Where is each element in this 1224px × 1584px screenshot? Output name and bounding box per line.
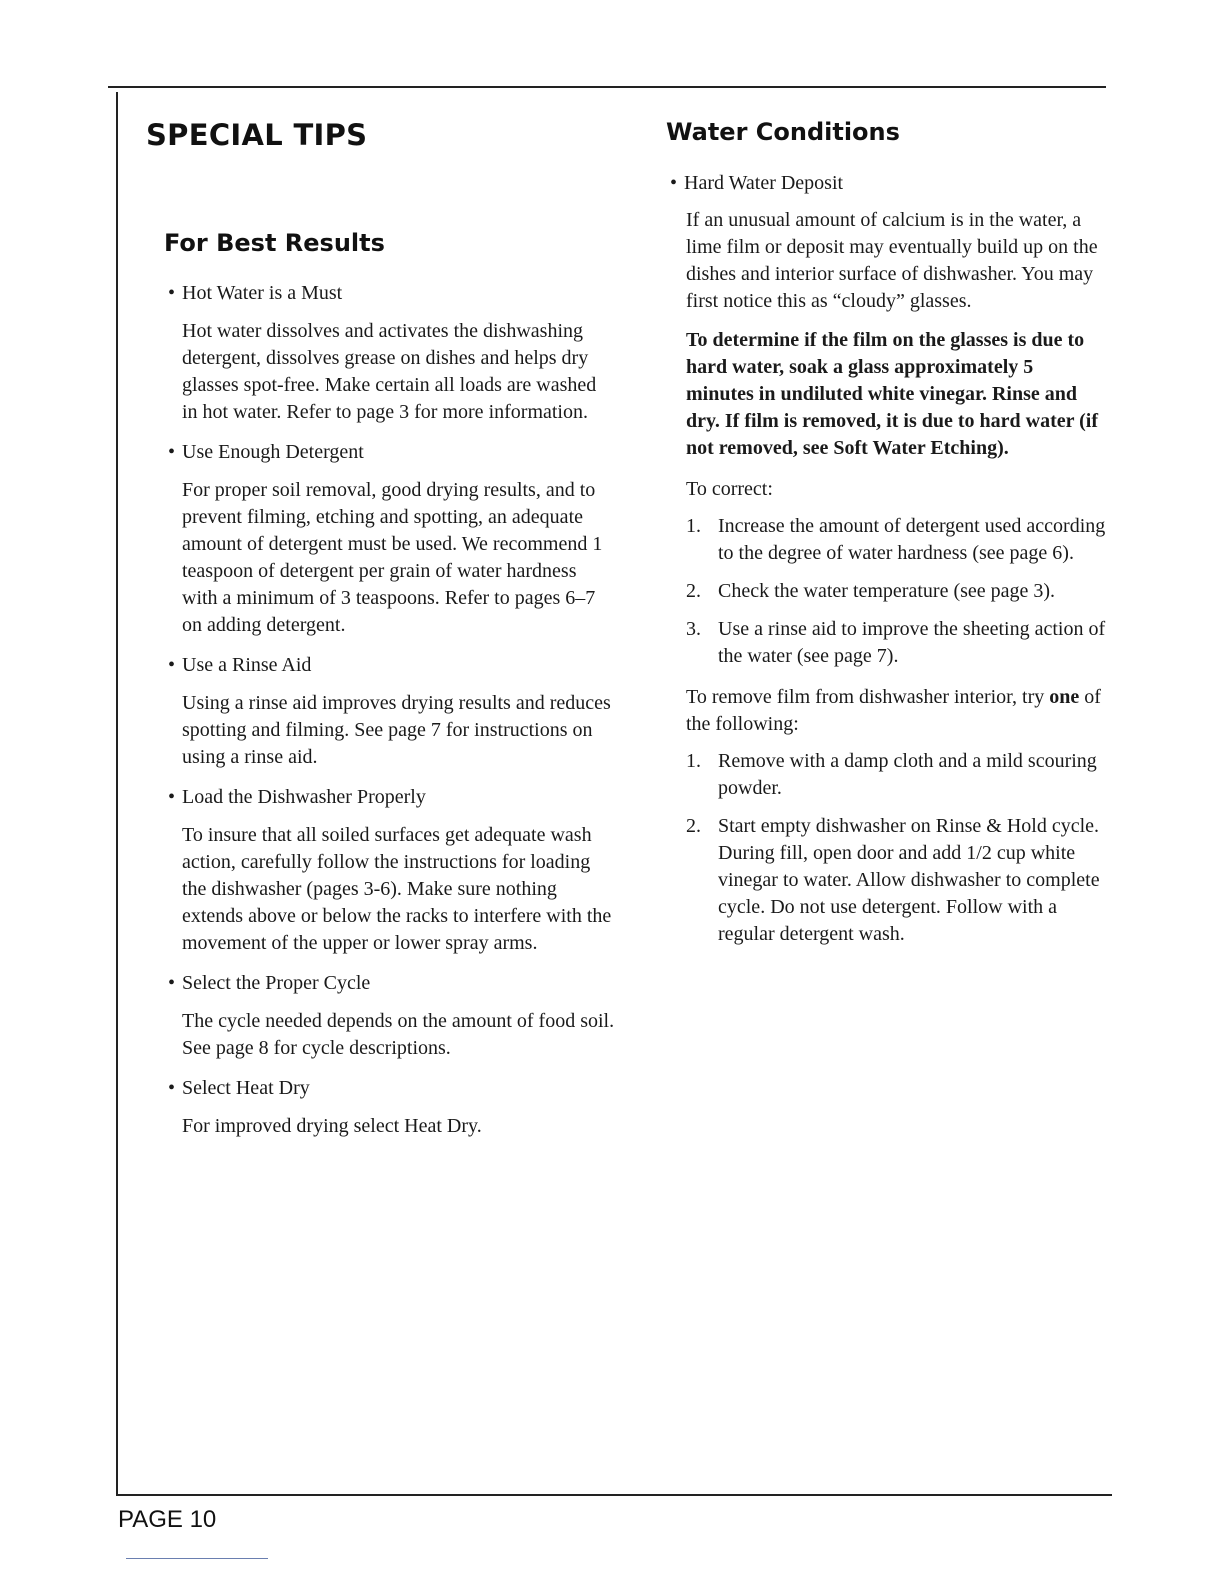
correct-steps-list	[686, 513, 1106, 670]
item-text: To insure that all soiled surfaces get adequate wash action, carefully follow the instructions for loading the dishwasher (pages 3-6). Make sure nothing extends above or below the racks to interfere with the movement of the upper or lower spray arms.	[182, 824, 612, 954]
list-item	[168, 280, 616, 426]
item-text: Using a rinse aid improves drying results and reduces spotting and filming. See page 7 for instructions on using a rinse aid.	[182, 692, 611, 768]
bullet-icon: •	[168, 1077, 176, 1099]
list-item	[168, 652, 616, 771]
item-heading: Select the Proper Cycle	[182, 972, 371, 994]
list-item	[168, 1075, 616, 1140]
remove-steps-list	[686, 748, 1106, 948]
bullet-icon: •	[168, 441, 176, 463]
item-heading: Select Heat Dry	[182, 1077, 310, 1099]
bullet-icon: •	[168, 654, 176, 676]
list-item	[168, 970, 616, 1062]
item-heading: Hot Water is a Must	[182, 282, 343, 304]
hard-water-intro: If an unusual amount of calcium is in the water, a lime film or deposit may eventually build up on the dishes and interior surface of dishwasher. You may first notice this as “cloudy” glasses.	[686, 209, 1098, 312]
remove-film-intro: To remove film from dishwasher interior, try one of the following:	[686, 686, 1101, 735]
list-item	[686, 513, 1106, 567]
step-number: 2.	[686, 815, 701, 837]
hard-water-test-note: To determine if the film on the glasses is due to hard water, soak a glass approximately 5 minutes in undiluted white vinegar. Rinse and dry. If film is removed, it is due to hard water (if not removed, see Soft Water Etching).	[686, 329, 1099, 459]
right-column	[666, 118, 1106, 959]
item-text: For proper soil removal, good drying results, and to prevent filming, etching and spotting, an adequate amount of detergent must be used. We recommend 1 teaspoon of detergent per grain of water hardness with a minimum of 3 teaspoons. Refer to pages 6–7 on adding detergent.	[182, 479, 603, 636]
item-heading: Use Enough Detergent	[182, 441, 364, 463]
step-number: 1.	[686, 515, 701, 537]
item-text: For improved drying select Heat Dry.	[182, 1115, 482, 1137]
list-item	[168, 439, 616, 639]
section-heading-best-results: For Best Results	[164, 229, 385, 257]
list-item	[686, 616, 1106, 670]
step-text: Use a rinse aid to improve the sheeting action of the water (see page 7).	[718, 618, 1106, 667]
step-text: Start empty dishwasher on Rinse & Hold cycle. During fill, open door and add 1/2 cup white vinegar to water. Allow dishwasher to complete cycle. Do not use detergent. Follow with a regular detergent wash.	[718, 815, 1100, 945]
footer-stub-rule	[126, 1558, 268, 1559]
top-rule	[108, 86, 1106, 88]
left-column	[146, 118, 616, 1153]
step-text: Check the water temperature (see page 3).	[718, 580, 1056, 602]
item-text: Hot water dissolves and activates the dishwashing detergent, dissolves grease on dishes and helps dry glasses spot-free. Make certain all loads are washed in hot water. Refer to page 3 for more information.	[182, 320, 597, 423]
list-item	[686, 578, 1106, 605]
step-number: 1.	[686, 750, 701, 772]
step-text: Increase the amount of detergent used according to the degree of water hardness (see page 6).	[718, 515, 1106, 564]
bottom-rule	[116, 1494, 1112, 1496]
tips-list	[168, 280, 616, 1140]
page-number: PAGE 10	[118, 1506, 217, 1533]
list-item	[670, 170, 1106, 197]
list-item	[686, 813, 1106, 948]
list-item	[686, 748, 1106, 802]
to-correct-label: To correct:	[686, 478, 773, 500]
left-rule	[116, 92, 118, 1494]
step-text: Remove with a damp cloth and a mild scouring powder.	[718, 750, 1097, 799]
step-number: 3.	[686, 618, 701, 640]
step-number: 2.	[686, 580, 701, 602]
item-heading: Use a Rinse Aid	[182, 654, 312, 676]
page-title: SPECIAL TIPS	[146, 118, 368, 152]
item-text: The cycle needed depends on the amount of food soil. See page 8 for cycle descriptions.	[182, 1010, 615, 1059]
section-heading-water-conditions: Water Conditions	[666, 118, 900, 146]
item-heading: Hard Water Deposit	[684, 172, 844, 194]
list-item	[168, 784, 616, 957]
bullet-icon: •	[168, 786, 176, 808]
bullet-icon: •	[670, 172, 678, 194]
emphasis-one: one	[1049, 686, 1080, 708]
item-heading: Load the Dishwasher Properly	[182, 786, 426, 808]
bullet-icon: •	[168, 282, 176, 304]
bullet-icon: •	[168, 972, 176, 994]
